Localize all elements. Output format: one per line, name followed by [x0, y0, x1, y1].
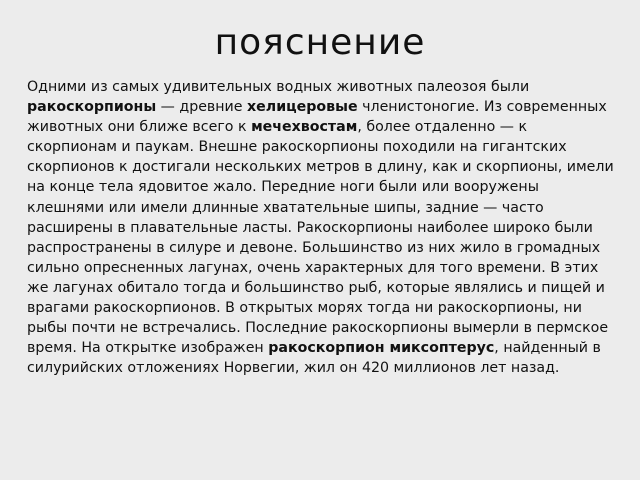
text-run: Одними из самых удивительных водных животных палеозоя были — [27, 79, 530, 95]
bold-term: ракоскорпион миксоптерус — [268, 340, 495, 357]
text-run: , более отдаленно — к скорпионам и паукам. Внешне ракоскорпионы походили на гигантских скорпионов к достигали нескольких метров в длину, как и скорпионы, имели на конце тела ядовитое жало. Передние ноги были или вооружены клешнями или имели длинные хватательные шипы, задние — часто расширены в плавательные ласты. Ракоскорпионы наиболее широко были распространены в силуре и девоне. Большинство из них жило в громадных сильно опресненных лагунах, очень характерных для того времени. В этих же лагунах обитало тогда и большинство рыб, которые являлись и пищей и врагами ракоскорпионов. В открытых морях тогда ни ракоскорпионы, ни рыбы почти не встречались. Последние ракоскорпионы вымерли в пермское время. На открытке изображен — [27, 119, 614, 357]
text-run: , найденный в силурийских отложениях Норвегии, жил он 420 миллионов лет назад. — [27, 340, 601, 377]
text-run: членистоногие. Из современных животных они ближе всего к — [27, 99, 607, 136]
bold-term: хелицеровые — [247, 99, 358, 116]
bold-term: мечехвостам — [251, 119, 358, 136]
text-run: — древние — [156, 99, 248, 116]
slide-title: пояснение — [214, 22, 426, 63]
bold-term: ракоскорпионы — [27, 99, 157, 116]
explanation-paragraph — [27, 77, 619, 378]
